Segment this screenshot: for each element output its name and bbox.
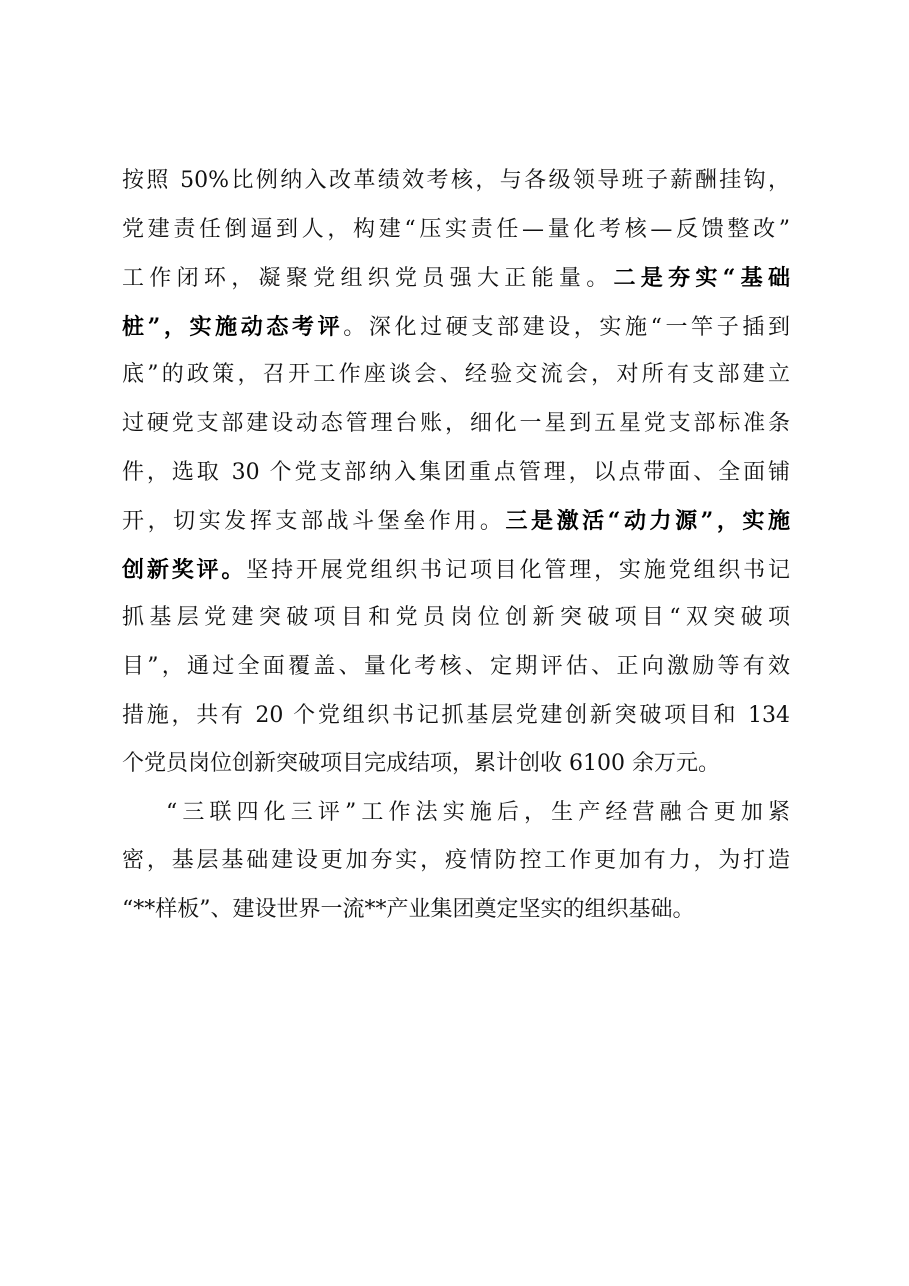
paragraph-2 [122,789,790,935]
text-line: 密，基层基础建设更加夯实，疫情防控工作更加有力，为打造 [122,848,790,874]
text-line: 党建责任倒逼到人，构建“压实责任—量化考核—反馈整改” [122,216,790,242]
text-line: 个党员岗位创新突破项目完成结项，累计创收 6100 余万元。 [122,751,720,777]
text-line: “**样板”、建设世界一流**产业集团奠定坚实的组织基础。 [122,896,695,922]
text-line: 桩”，实施动态考评。深化过硬支部建设，实施“一竿子插到 [122,313,791,340]
text-line: 过硬党支部建设动态管理台账，细化一星到五星党支部标准条 [122,410,790,436]
text-line: 开，切实发挥支部战斗堡垒作用。三是激活“动力源”，实施 [122,508,790,535]
text-line: 底”的政策，召开工作座谈会、经验交流会，对所有支部建立 [122,362,790,388]
text-line: 措施，共有 20 个党组织书记抓基层党建创新突破项目和 134 [122,702,790,728]
paragraph-1 [122,157,790,789]
bold-heading: 桩”，实施动态考评 [122,313,344,340]
text-line: “三联四化三评”工作法实施后，生产经营融合更加紧 [166,799,790,825]
bold-heading: 二是夯实“基础 [613,265,790,292]
text-line: 工作闭环，凝聚党组织党员强大正能量。二是夯实“基础 [122,265,790,292]
text-line: 目”，通过全面覆盖、量化考核、定期评估、正向激励等有效 [122,653,790,679]
document-body [122,157,790,935]
text-line: 件，选取 30 个党支部纳入集团重点管理，以点带面、全面铺 [122,459,790,485]
bold-heading: 创新奖评。 [122,556,247,583]
text-line: 创新奖评。坚持开展党组织书记项目化管理，实施党组织书记 [122,556,790,583]
bold-heading: 三是激活“动力源”，实施 [505,508,790,535]
text-line: 按照 50%比例纳入改革绩效考核，与各级领导班子薪酬挂钩， [122,168,790,193]
text-line: 抓基层党建突破项目和党员岗位创新突破项目“双突破项 [122,605,790,631]
